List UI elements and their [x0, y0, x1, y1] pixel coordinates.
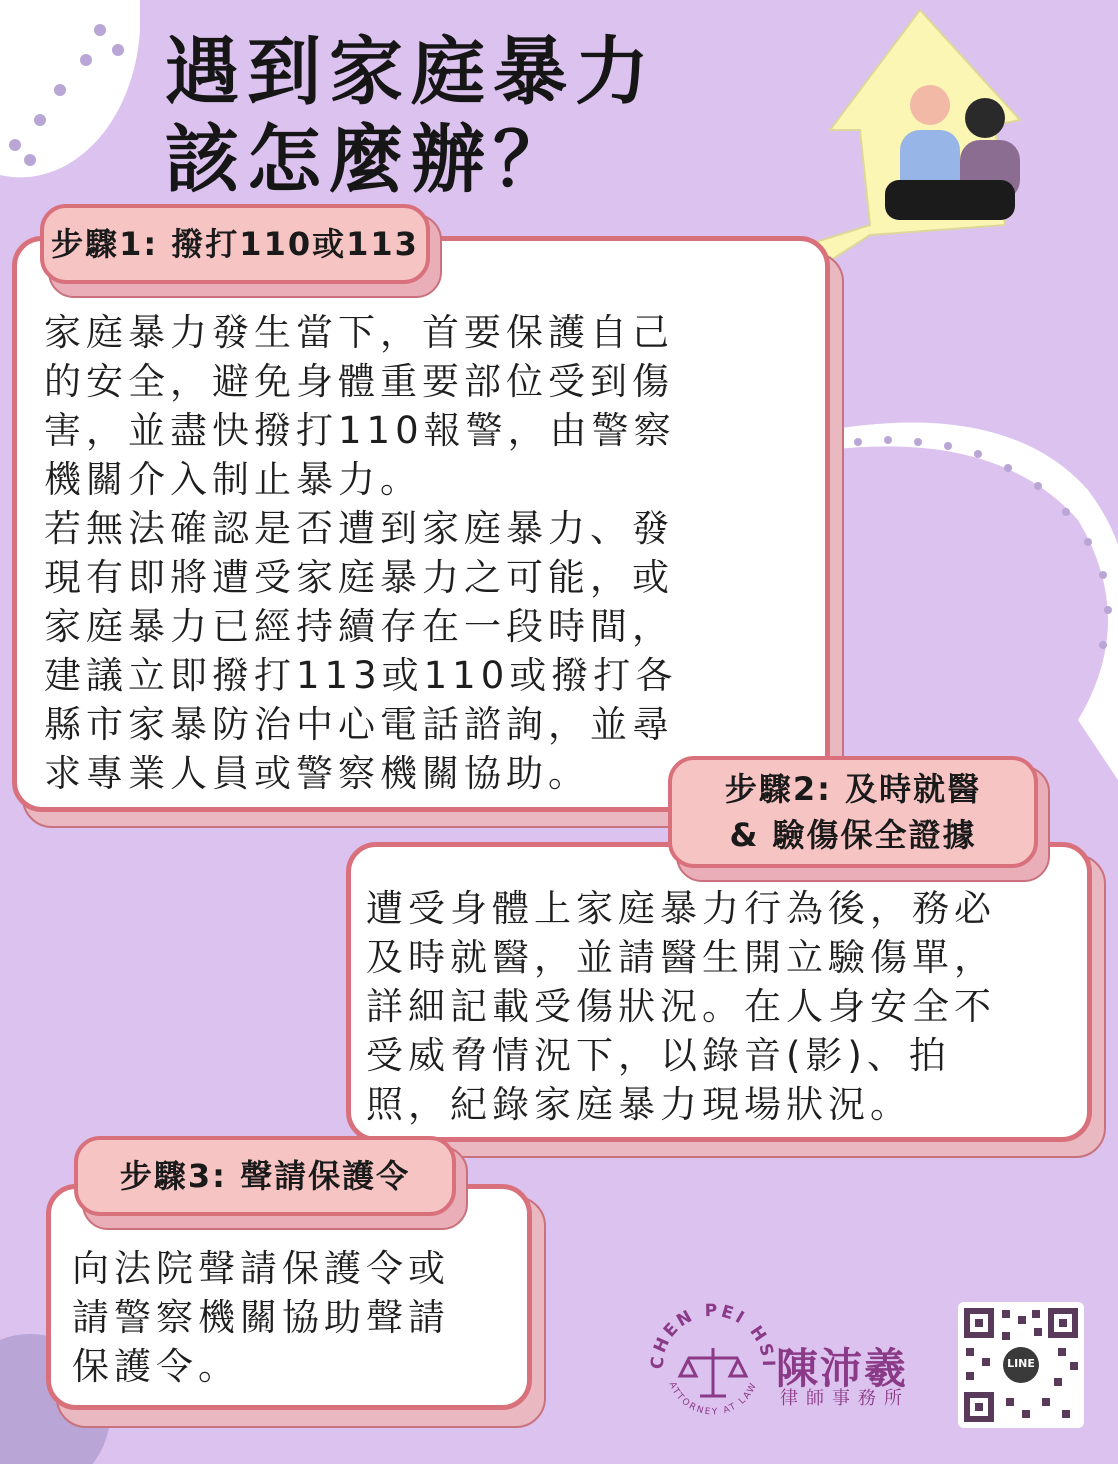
step2-label-line-2: & 驗傷保全證據 [729, 816, 977, 854]
line-qr-code[interactable] [958, 1302, 1084, 1428]
decorative-ring-top-left [0, 0, 150, 200]
step3-label-text: 步驟3: 聲請保護令 [119, 1157, 411, 1195]
law-firm-logo [648, 1296, 778, 1426]
logo-subtext: ATTORNEY AT LAW [666, 1380, 760, 1418]
step2-label [668, 756, 1038, 868]
line-badge: LINE [1007, 1357, 1035, 1370]
step3-text: 向法院聲請保護令或 請警察機關協助聲請 保護令。 [72, 1247, 450, 1388]
scales-icon [680, 1348, 746, 1396]
step2-text: 遭受身體上家庭暴力行為後，務必 及時就醫，並請醫生開立驗傷單， 詳細記載受傷狀況。在人身安全不 受威脅情況下，以錄音(影)、拍 照，紀錄家庭暴力現場狀況。 [366, 887, 996, 1126]
step1-text: 家庭暴力發生當下，首要保護自己 的安全，避免身體重要部位受到傷 害，並盡快撥打110報警，由警察 機關介入制止暴力。 若無法確認是否遭到家庭暴力、發 現有即將遭受家庭暴力之可能，或 家庭暴力已經持續存在一段時間， 建議立即撥打113或110或撥打各 縣市家暴防治中心電話諮詢，並尋 求專業人員或警察機關協助。 [44, 311, 678, 795]
step3-label [74, 1136, 456, 1216]
decorative-wave-right [818, 420, 1118, 780]
brand-subtitle: 律師事務所 [780, 1388, 910, 1409]
step1-label [40, 204, 430, 284]
step1-label-text: 步驟1: 撥打110或113 [51, 225, 419, 263]
page-title [165, 28, 657, 204]
step2-label-line-1: 步驟2: 及時就醫 [724, 770, 982, 808]
title-line-2: 該怎麼辦？ [165, 117, 575, 203]
title-line-1: 遇到家庭暴力 [165, 29, 657, 115]
brand-name: 陳沛羲 [776, 1344, 909, 1393]
logo-text: CHEN PEI HSI [648, 1300, 778, 1370]
